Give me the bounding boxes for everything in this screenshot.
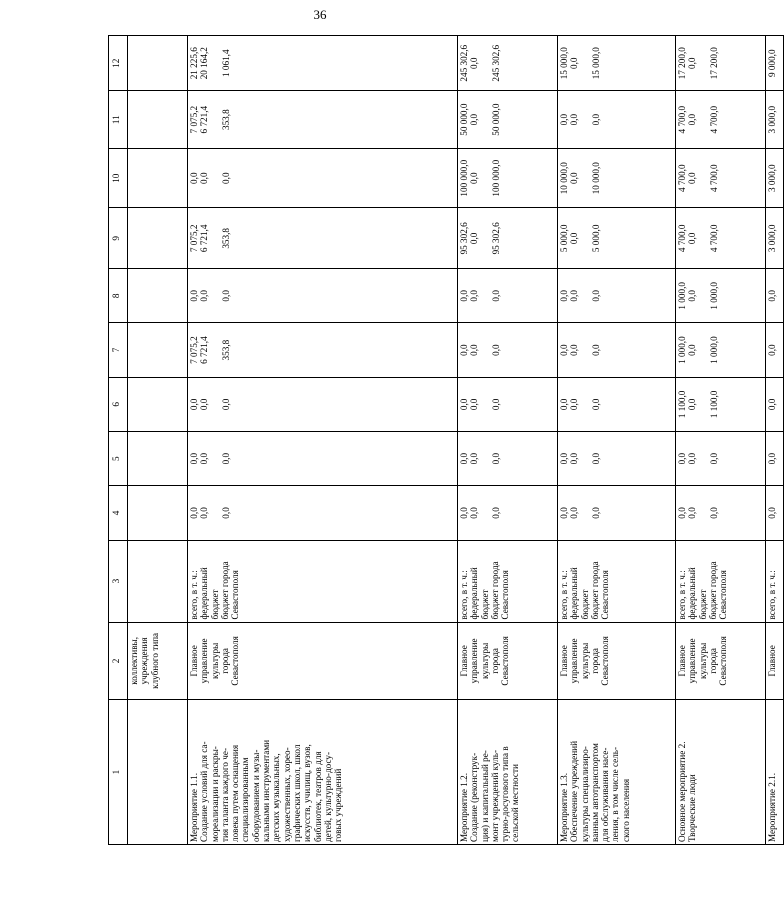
column-number-4: 4: [109, 486, 128, 540]
amount-federal: 0,0: [569, 398, 580, 411]
amount-federal: 0,0: [687, 57, 698, 69]
executor-line: города: [489, 647, 500, 674]
activity-line: Мероприятие 1.1.: [189, 772, 199, 842]
executor-cell: [676, 622, 766, 700]
amount-federal: 0,0: [687, 452, 698, 465]
amount-city: 0,0: [490, 344, 501, 356]
amount-cell-col-5: [458, 432, 558, 486]
activity-line: тия таланта каждого че-: [219, 747, 230, 842]
amount-city: 0,0: [708, 452, 719, 465]
amount-total: 3 000,0: [767, 105, 777, 134]
activity-cell: [676, 700, 766, 845]
funding-source-line: всего, в т. ч.:: [189, 570, 199, 620]
executor-line: Севастополя: [600, 636, 611, 686]
activity-line: монт учреждений куль-: [489, 749, 500, 842]
activity-cell: [558, 700, 676, 845]
column-number-11: 11: [109, 91, 128, 148]
activity-line: ванным автотранспортом: [589, 743, 600, 842]
activity-cell: [458, 700, 558, 845]
amount-city: 0,0: [590, 398, 601, 411]
funding-source-line: Севастополя: [230, 570, 241, 620]
amount-cell-col-4: [766, 486, 784, 540]
amount-cell-col-9: [458, 208, 558, 269]
table-body: [128, 36, 784, 845]
amount-total: 0,0: [559, 398, 569, 411]
column-number-6: 6: [109, 377, 128, 431]
activity-line: мореализации и раскры-: [209, 746, 220, 842]
amount-federal: 0,0: [687, 172, 698, 184]
activity-line: Творческие люди: [687, 774, 698, 842]
amount-cell-col-12: [766, 36, 784, 91]
amount-cell-col-11: [558, 91, 676, 148]
amount-cell-col-5: [558, 432, 676, 486]
column-number-2: 2: [109, 622, 128, 700]
amount-city: 353,8: [220, 109, 231, 130]
executor-cell: [188, 622, 458, 700]
amount-city: 4 700,0: [708, 105, 719, 134]
amount-total: 0,0: [459, 398, 469, 411]
amount-city: 17 200,0: [708, 47, 719, 80]
amount-total: 9 000,0: [767, 49, 777, 77]
amount-cell-col-6: [458, 377, 558, 431]
amount-federal: 0,0: [469, 452, 480, 465]
amount-city: 95 302,6: [490, 222, 501, 255]
amount-total: 0,0: [559, 507, 569, 519]
amount-city: 0,0: [490, 290, 501, 302]
amount-cell-col-6: [676, 377, 766, 431]
amount-federal: 6 721,4: [199, 336, 210, 364]
activity-line: Мероприятие 1.2.: [459, 772, 469, 842]
executor-cell: [458, 622, 558, 700]
amount-total: 50 000,0: [459, 103, 469, 136]
amount-cell-col-8: [558, 269, 676, 323]
amount-total: 0,0: [677, 507, 687, 519]
amount-city: 1 000,0: [708, 336, 719, 364]
amount-city: 4 700,0: [708, 164, 719, 192]
amount-total: 0,0: [559, 344, 569, 356]
activity-line: библиотек, театров для: [312, 751, 323, 842]
amount-federal: 0,0: [569, 452, 580, 465]
amount-federal: 0,0: [569, 113, 580, 126]
table-row: [128, 36, 188, 845]
executor-line: культуры: [697, 642, 708, 679]
amount-federal: 0,0: [569, 507, 580, 519]
amount-total: 0,0: [459, 452, 469, 465]
funding-source-line: всего, в т. ч.:: [677, 570, 687, 620]
funding-source-cell: [188, 540, 458, 622]
executor-line: управление: [469, 638, 480, 684]
amount-cell-col-10: [558, 148, 676, 208]
amount-federal: 20 164,2: [199, 47, 210, 80]
amount-cell-col-10: [766, 148, 784, 208]
funding-source-cell: [128, 540, 188, 622]
amount-cell-col-12: [458, 36, 558, 91]
funding-source-line: федеральный: [687, 567, 698, 620]
activity-line: оборудованием и музы-: [250, 749, 261, 842]
activity-line: Мероприятие 2.1.: [767, 772, 777, 842]
amount-city: 0,0: [220, 290, 231, 302]
funding-source-line: федеральный: [469, 567, 480, 620]
amount-federal: 0,0: [199, 290, 210, 302]
activity-line: ского населения: [620, 778, 631, 842]
amount-federal: 0,0: [569, 172, 580, 184]
amount-total: 4 700,0: [677, 105, 687, 134]
funding-source-line: федеральный: [199, 567, 210, 620]
amount-city: 0,0: [220, 452, 231, 465]
amount-cell-col-5: [676, 432, 766, 486]
amount-cell-col-6: [558, 377, 676, 431]
executor-line: управление: [569, 638, 580, 684]
amount-total: 10 000,0: [559, 162, 569, 195]
activity-line: турно-досугового типа в: [500, 746, 511, 842]
amount-federal: 0,0: [687, 398, 698, 411]
amount-city: 0,0: [220, 172, 231, 184]
amount-cell-col-9: [558, 208, 676, 269]
column-number-1: 1: [109, 700, 128, 845]
amount-federal: 0,0: [687, 290, 698, 302]
amount-total: 0,0: [767, 452, 777, 465]
funding-source-line: Севастополя: [718, 570, 729, 620]
executor-line: города: [219, 647, 230, 674]
amount-total: 0,0: [767, 507, 777, 519]
activity-line: кальными инструментами: [261, 739, 272, 842]
funding-source-cell: [558, 540, 676, 622]
amount-cell-col-5: [188, 432, 458, 486]
budget-table: [108, 35, 784, 845]
executor-line: коллективы,: [129, 636, 139, 685]
amount-cell-col-12: [128, 36, 188, 91]
funding-source-line: Севастополя: [500, 570, 511, 620]
amount-cell-col-11: [188, 91, 458, 148]
amount-cell-col-11: [766, 91, 784, 148]
amount-total: 0,0: [767, 344, 777, 356]
amount-federal: 0,0: [687, 344, 698, 356]
amount-cell-col-5: [766, 432, 784, 486]
funding-source-line: бюджет: [697, 589, 708, 620]
amount-cell-col-6: [766, 377, 784, 431]
executor-line: Главное: [459, 645, 469, 677]
amount-city: 0,0: [590, 113, 601, 126]
executor-line: Севастополя: [718, 636, 729, 686]
amount-federal: 0,0: [569, 232, 580, 245]
activity-line: Создание (реконструк-: [469, 752, 480, 842]
amount-cell-col-6: [128, 377, 188, 431]
amount-cell-col-4: [558, 486, 676, 540]
amount-cell-col-8: [188, 269, 458, 323]
amount-cell-col-11: [676, 91, 766, 148]
executor-line: культуры: [479, 642, 490, 679]
activity-line: ловека путем оснащения: [230, 744, 241, 842]
amount-cell-col-4: [128, 486, 188, 540]
executor-line: управление: [199, 638, 210, 684]
activity-line: ция) и капитальный ре-: [479, 750, 490, 842]
table-row: [458, 36, 558, 845]
amount-total: 0,0: [459, 344, 469, 356]
executor-cell: [128, 622, 188, 700]
amount-total: 7 075,2: [189, 224, 199, 253]
amount-federal: 0,0: [199, 172, 210, 184]
amount-cell-col-10: [676, 148, 766, 208]
funding-source-line: бюджет: [209, 589, 220, 620]
amount-cell-col-10: [188, 148, 458, 208]
amount-total: 1 000,0: [677, 282, 687, 310]
column-number-10: 10: [109, 148, 128, 208]
executor-line: учреждения: [139, 637, 150, 685]
column-number-row: [109, 36, 128, 845]
activity-line: ления, в том числе сель-: [610, 746, 621, 842]
amount-total: 5 000,0: [559, 224, 569, 253]
amount-city: 0,0: [220, 507, 231, 519]
amount-city: 1 000,0: [708, 282, 719, 310]
funding-source-line: всего, в т. ч.:: [559, 570, 569, 620]
table-row: [558, 36, 676, 845]
activity-cell: [188, 700, 458, 845]
activity-line: сельской местности: [510, 764, 521, 842]
amount-federal: 0,0: [469, 172, 480, 184]
funding-source-line: бюджет города: [219, 561, 230, 620]
amount-city: 353,8: [220, 339, 231, 361]
executor-line: Главное: [767, 645, 777, 677]
activity-line: Создание условий для са-: [199, 741, 210, 842]
amount-total: 0,0: [189, 452, 199, 465]
amount-federal: 0,0: [687, 507, 698, 519]
amount-cell-col-7: [676, 323, 766, 377]
amount-federal: 0,0: [687, 113, 698, 126]
column-number-8: 8: [109, 269, 128, 323]
amount-cell-col-7: [128, 323, 188, 377]
amount-cell-col-9: [128, 208, 188, 269]
activity-line: графических школ, школ: [291, 744, 302, 842]
amount-cell-col-4: [188, 486, 458, 540]
column-number-12: 12: [109, 36, 128, 91]
amount-total: 0,0: [459, 290, 469, 302]
amount-cell-col-6: [188, 377, 458, 431]
amount-cell-col-8: [128, 269, 188, 323]
activity-line: детей, культурно-досу-: [322, 751, 333, 842]
amount-total: 15 000,0: [559, 47, 569, 80]
amount-cell-col-7: [766, 323, 784, 377]
amount-cell-col-9: [188, 208, 458, 269]
table-row: [188, 36, 458, 845]
amount-total: 7 075,2: [189, 336, 199, 364]
amount-total: 4 700,0: [677, 164, 687, 192]
amount-cell-col-12: [188, 36, 458, 91]
amount-total: 4 700,0: [677, 224, 687, 253]
amount-cell-col-7: [558, 323, 676, 377]
activity-cell: [128, 700, 188, 845]
amount-total: 17 200,0: [677, 47, 687, 80]
amount-cell-col-8: [766, 269, 784, 323]
amount-federal: 0,0: [469, 232, 480, 245]
column-number-5: 5: [109, 432, 128, 486]
amount-federal: 0,0: [469, 507, 480, 519]
activity-line: культуры специализиро-: [579, 746, 590, 842]
amount-total: 0,0: [459, 507, 469, 519]
amount-federal: 0,0: [687, 232, 698, 245]
amount-city: 0,0: [490, 452, 501, 465]
amount-city: 1 061,4: [220, 49, 231, 77]
executor-line: управление: [687, 638, 698, 684]
executor-line: Севастополя: [500, 636, 511, 686]
amount-federal: 6 721,4: [199, 105, 210, 134]
executor-line: культуры: [209, 642, 220, 679]
amount-city: 0,0: [590, 290, 601, 302]
activity-line: для обслуживания насе-: [600, 747, 611, 842]
amount-city: 353,8: [220, 228, 231, 249]
amount-cell-col-10: [128, 148, 188, 208]
amount-city: 1 100,0: [708, 390, 719, 419]
amount-federal: 0,0: [469, 290, 480, 302]
amount-city: 0,0: [590, 344, 601, 356]
amount-cell-col-4: [676, 486, 766, 540]
activity-line: специализированным: [240, 757, 251, 842]
amount-total: 0,0: [189, 290, 199, 302]
executor-cell: [558, 622, 676, 700]
funding-source-line: бюджет: [579, 589, 590, 620]
amount-total: 0,0: [767, 398, 777, 411]
amount-total: 3 000,0: [767, 164, 777, 192]
amount-cell-col-5: [128, 432, 188, 486]
amount-cell-col-8: [458, 269, 558, 323]
amount-city: 10 000,0: [590, 162, 601, 195]
funding-source-cell: [676, 540, 766, 622]
amount-total: 3 000,0: [767, 224, 777, 253]
column-number-7: 7: [109, 323, 128, 377]
amount-city: 4 700,0: [708, 224, 719, 253]
amount-total: 7 075,2: [189, 105, 199, 134]
executor-line: города: [707, 647, 718, 674]
activity-line: Мероприятие 1.3.: [559, 772, 569, 842]
amount-federal: 0,0: [469, 113, 480, 126]
activity-line: Обеспечение учреждений: [569, 741, 580, 842]
amount-federal: 0,0: [569, 57, 580, 69]
table-row: [676, 36, 766, 845]
amount-total: 0,0: [559, 452, 569, 465]
executor-line: Главное: [559, 645, 569, 677]
amount-cell-col-12: [558, 36, 676, 91]
amount-total: 0,0: [559, 113, 569, 126]
amount-cell-col-10: [458, 148, 558, 208]
amount-city: 5 000,0: [590, 224, 601, 253]
amount-city: 0,0: [590, 507, 601, 519]
amount-city: 100 000,0: [490, 159, 501, 197]
activity-line: Основное мероприятие 2.: [677, 741, 687, 842]
amount-cell-col-4: [458, 486, 558, 540]
amount-federal: 6 721,4: [199, 224, 210, 253]
funding-source-line: федеральный: [569, 567, 580, 620]
amount-federal: 0,0: [199, 398, 210, 411]
amount-cell-col-11: [128, 91, 188, 148]
amount-city: 0,0: [590, 452, 601, 465]
funding-source-cell: [458, 540, 558, 622]
column-number-9: 9: [109, 208, 128, 269]
amount-cell-col-12: [676, 36, 766, 91]
funding-source-line: Севастополя: [600, 570, 611, 620]
amount-total: 0,0: [767, 290, 777, 302]
executor-line: культуры: [579, 642, 590, 679]
amount-cell-col-7: [188, 323, 458, 377]
amount-federal: 0,0: [199, 507, 210, 519]
funding-source-line: всего, в т. ч.:: [459, 570, 469, 620]
table-row: [766, 36, 784, 845]
executor-cell: [766, 622, 784, 700]
amount-cell-col-7: [458, 323, 558, 377]
amount-federal: 0,0: [469, 398, 480, 411]
amount-total: 0,0: [189, 507, 199, 519]
amount-federal: 0,0: [569, 290, 580, 302]
amount-federal: 0,0: [469, 57, 480, 69]
amount-total: 0,0: [677, 452, 687, 465]
page-number: 36: [313, 7, 327, 22]
funding-source-line: бюджет: [479, 589, 490, 620]
amount-city: 0,0: [220, 398, 231, 411]
amount-total: 0,0: [559, 290, 569, 302]
amount-cell-col-9: [676, 208, 766, 269]
amount-federal: 0,0: [569, 344, 580, 356]
rotated-table-container: [108, 35, 777, 845]
activity-line: художественных, хорео-: [281, 747, 292, 842]
funding-source-line: бюджет города: [707, 561, 718, 620]
activity-line: говых учреждений: [333, 768, 344, 842]
amount-city: 50 000,0: [490, 103, 501, 136]
amount-federal: 0,0: [199, 452, 210, 465]
column-number-3: 3: [109, 540, 128, 622]
executor-line: Севастополя: [230, 636, 241, 686]
amount-cell-col-9: [766, 208, 784, 269]
funding-source-cell: [766, 540, 784, 622]
amount-total: 245 302,6: [459, 44, 469, 82]
funding-source-line: всего, в т. ч.:: [767, 570, 777, 620]
executor-line: Главное: [189, 645, 199, 677]
amount-cell-col-11: [458, 91, 558, 148]
activity-line: искусств, училищ, вузов,: [302, 744, 313, 842]
executor-line: клубного типа: [149, 632, 160, 689]
amount-total: 0,0: [189, 172, 199, 184]
amount-total: 1 100,0: [677, 390, 687, 419]
amount-cell-col-8: [676, 269, 766, 323]
amount-city: 15 000,0: [590, 47, 601, 80]
amount-city: 0,0: [708, 507, 719, 519]
amount-total: 1 000,0: [677, 336, 687, 364]
amount-total: 0,0: [189, 398, 199, 411]
funding-source-line: бюджет города: [589, 561, 600, 620]
executor-line: города: [589, 647, 600, 674]
activity-line: детских музыкальных,: [271, 753, 282, 842]
amount-city: 0,0: [490, 398, 501, 411]
amount-total: 21 225,6: [189, 47, 199, 80]
amount-total: 95 302,6: [459, 222, 469, 255]
amount-total: 100 000,0: [459, 159, 469, 197]
amount-city: 245 302,6: [490, 44, 501, 82]
funding-source-line: бюджет города: [489, 561, 500, 620]
amount-city: 0,0: [490, 507, 501, 519]
amount-federal: 0,0: [469, 344, 480, 356]
activity-cell: [766, 700, 784, 845]
executor-line: Главное: [677, 645, 687, 677]
